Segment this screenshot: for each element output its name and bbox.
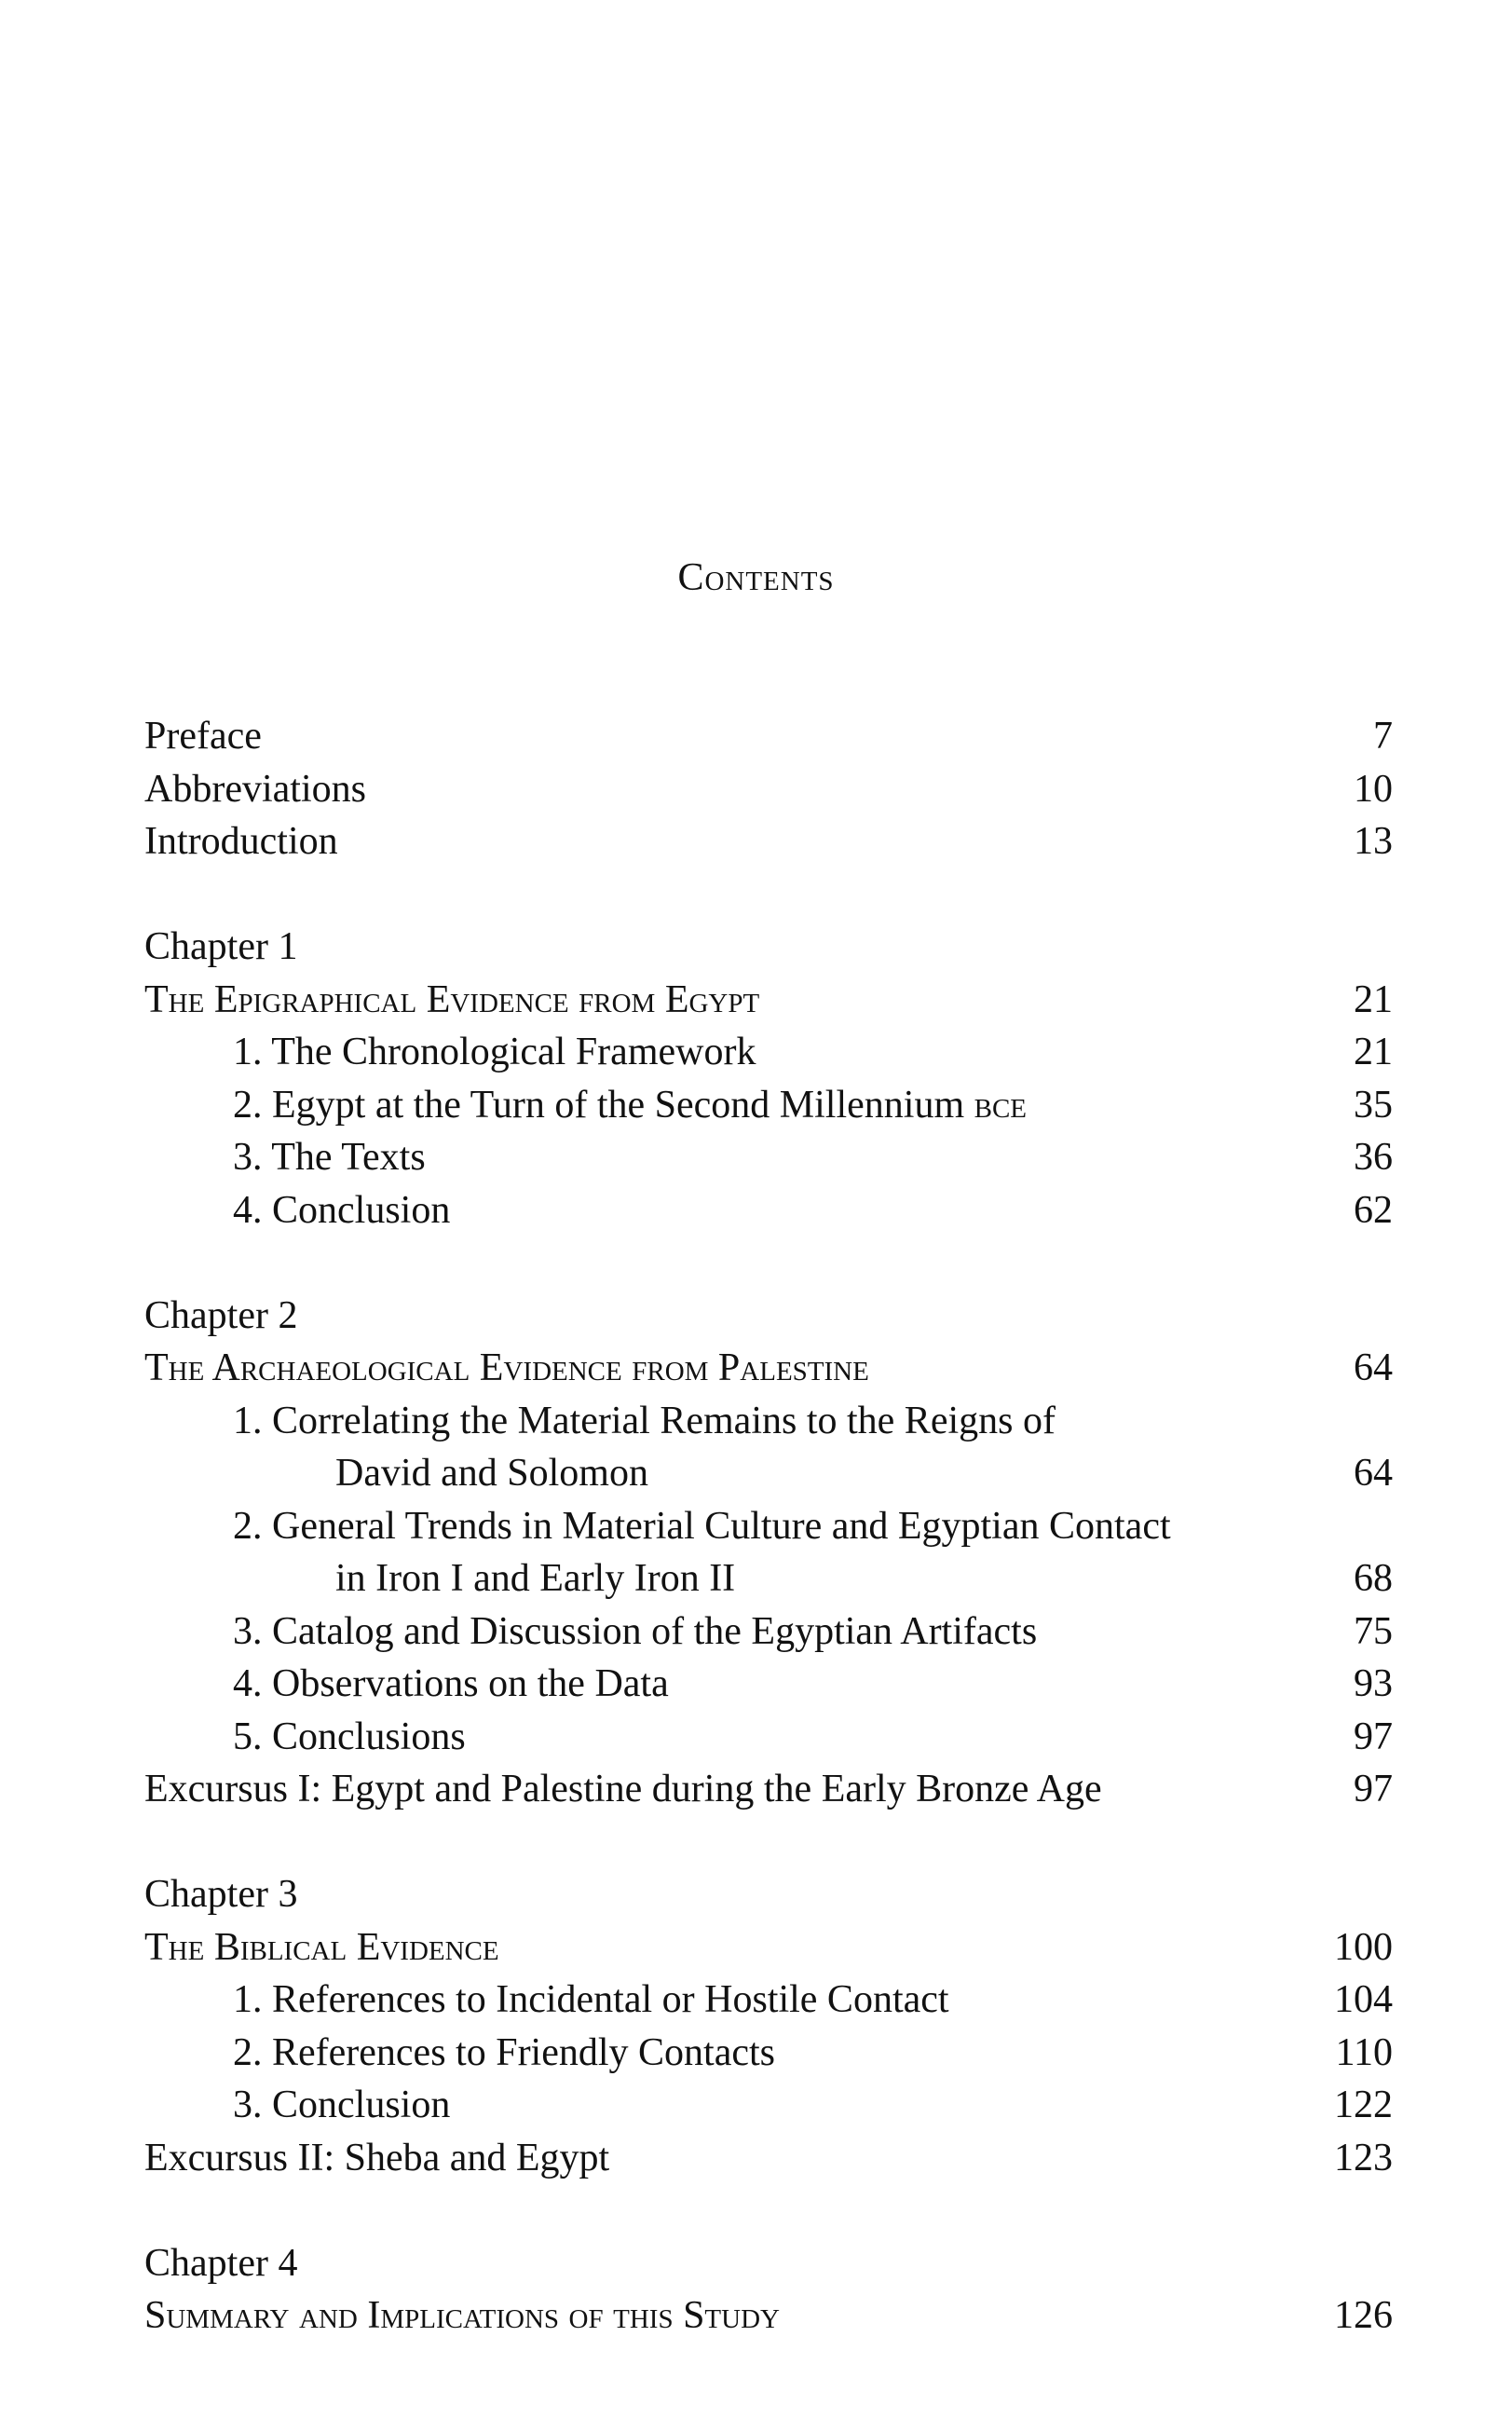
toc-section [144,1974,1393,2027]
table-of-contents [144,710,1393,2343]
toc-entry-page: 68 [1354,1557,1393,1600]
toc-entry-label: 3. The Texts [233,1136,426,1179]
toc-entry-page: 123 [1334,2136,1393,2179]
toc-entry-preface [144,710,1393,763]
toc-entry-label: in Iron I and Early Iron II [335,1557,736,1600]
toc-section [144,1447,1393,1500]
chapter-title: The Epigraphical Evidence from Egypt [144,977,760,1021]
toc-entry-page: 7 [1373,715,1393,758]
toc-entry-page: 104 [1334,1978,1393,2021]
chapter-label: Chapter 4 [144,2241,298,2285]
page-title: Contents [677,556,835,599]
toc-entry-page: 10 [1354,767,1393,811]
toc-entry-label: David and Solomon [335,1452,648,1495]
spacer [144,868,1393,922]
chapter-label: Chapter 1 [144,925,298,968]
toc-entry-page: 62 [1354,1188,1393,1232]
spacer [144,1816,1393,1869]
toc-entry-label: 1. The Chronological Framework [233,1031,756,1073]
chapter-heading [144,2289,1393,2343]
toc-section [144,1552,1393,1605]
toc-section [144,2079,1393,2132]
chapter-title: The Archaeological Evidence from Palestine [144,1346,869,1389]
toc-section-line: 2. General Trends in Material Culture and Egyptian Contact [233,1504,1171,1548]
toc-entry-label: Abbreviations [144,767,366,811]
toc-entry-page: 36 [1354,1136,1393,1179]
chapter-label: Chapter 2 [144,1293,298,1337]
toc-entry-page: 110 [1335,2030,1393,2074]
toc-entry-abbreviations [144,763,1393,816]
toc-section [144,1184,1393,1237]
toc-entry-page: 100 [1334,1925,1393,1969]
toc-entry-page: 97 [1354,1768,1393,1810]
toc-entry-page: 35 [1354,1083,1393,1127]
toc-entry-page: 126 [1334,2294,1393,2337]
toc-section [144,1026,1393,1079]
toc-entry-label: Excursus II: Sheba and Egypt [144,2136,610,2179]
toc-entry-label: 1. References to Incidental or Hostile Contact [233,1978,949,2021]
toc-entry-label: 3. Catalog and Discussion of the Egyptian Artifacts [233,1609,1038,1653]
chapter-title: Summary and Implications of this Study [144,2294,780,2337]
toc-section [144,1658,1393,1711]
spacer [144,1236,1393,1290]
toc-section [144,1131,1393,1184]
chapter-heading [144,974,1393,1027]
spacer [144,2184,1393,2237]
chapter-title: The Biblical Evidence [144,1925,499,1969]
toc-entry-page: 75 [1354,1609,1393,1653]
chapter-heading [144,1342,1393,1395]
toc-entry-page: 93 [1354,1662,1393,1705]
toc-entry-label: 2. References to Friendly Contacts [233,2030,776,2074]
toc-entry-label: 5. Conclusions [233,1715,466,1758]
toc-entry-page: 13 [1354,820,1393,863]
toc-excursus [144,2132,1393,2185]
toc-entry-label: Preface [144,715,262,758]
toc-entry-label: Excursus I: Egypt and Palestine during the Early Bronze Age [144,1768,1102,1810]
toc-entry-page: 64 [1354,1452,1393,1495]
chapter-label: Chapter 3 [144,1873,298,1916]
toc-section-line: 1. Correlating the Material Remains to the Reigns of [233,1399,1056,1442]
toc-entry-page: 122 [1334,2084,1393,2126]
toc-entry-label-era: bce [974,1083,1028,1127]
toc-entry-page: 21 [1354,1031,1393,1073]
toc-entry-label: 4. Conclusion [233,1188,451,1232]
chapter-heading [144,1921,1393,1974]
toc-section [144,1711,1393,1764]
toc-entry-label: 3. Conclusion [233,2084,451,2126]
toc-entry-page: 64 [1354,1346,1393,1389]
toc-excursus [144,1763,1393,1816]
toc-section [144,1605,1393,1659]
toc-entry-label: 2. Egypt at the Turn of the Second Millennium [233,1083,974,1127]
toc-section [144,2027,1393,2080]
toc-entry-label: Introduction [144,820,338,863]
toc-entry-label: 4. Observations on the Data [233,1662,669,1705]
toc-entry-introduction [144,815,1393,868]
toc-entry-page: 21 [1354,977,1393,1021]
toc-entry-page: 97 [1354,1715,1393,1758]
toc-section [144,1079,1393,1132]
